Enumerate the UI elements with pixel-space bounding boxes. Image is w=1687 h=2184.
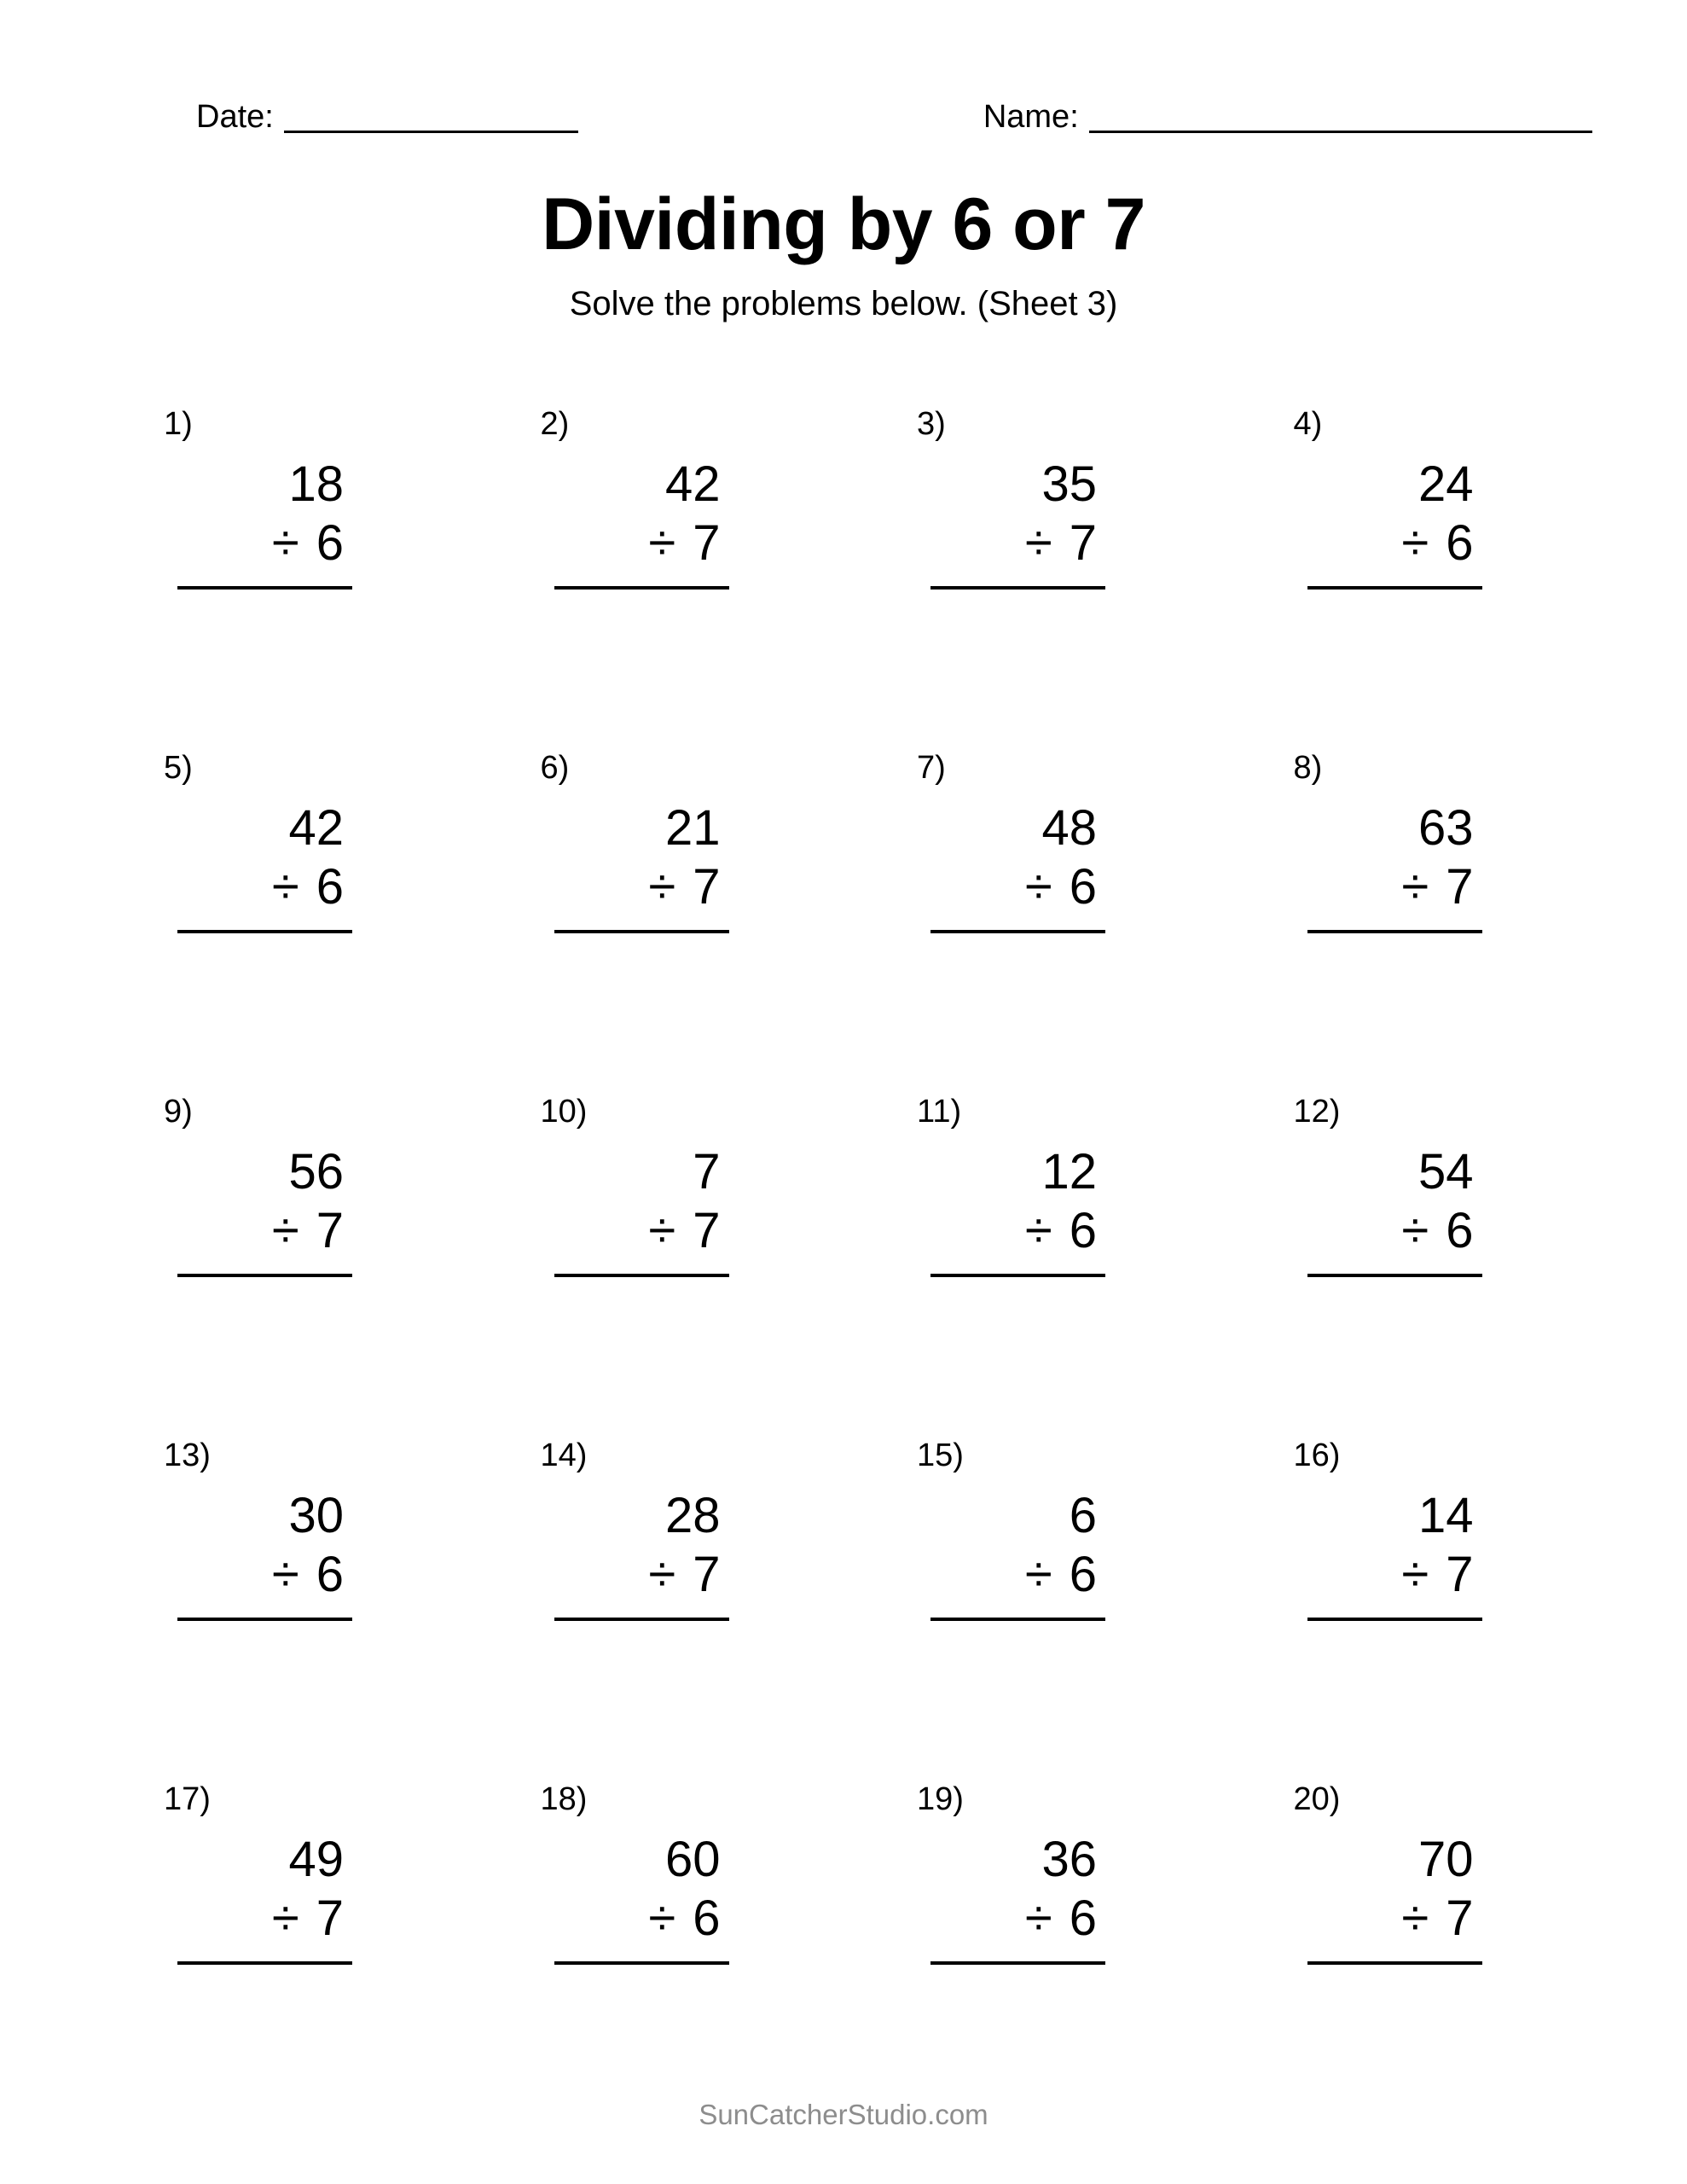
problem-body [1307, 1143, 1482, 1277]
divisor-row [930, 514, 1105, 590]
divisor: 6 [1069, 1890, 1097, 1946]
problem-number: 2) [540, 406, 570, 443]
dividend: 63 [1417, 800, 1474, 857]
date-write-line[interactable] [284, 108, 578, 133]
problem-number: 9) [164, 1094, 193, 1130]
divisor-row [554, 1890, 729, 1965]
division-operator: ÷ [648, 858, 676, 915]
division-operator: ÷ [1401, 514, 1429, 571]
divisor-row [554, 858, 729, 933]
problem-body [177, 1143, 352, 1277]
problem-body [1307, 456, 1482, 590]
page-title: Dividing by 6 or 7 [542, 183, 1145, 265]
dividend: 60 [664, 1832, 721, 1888]
problem-item [522, 1439, 778, 1783]
problem-body [177, 799, 352, 933]
dividend: 7 [693, 1144, 721, 1200]
divisor-row [177, 1546, 352, 1621]
problem-number: 15) [917, 1438, 964, 1474]
problem-body [554, 1831, 729, 1965]
dividend: 24 [1417, 456, 1474, 513]
divisor: 7 [1446, 1890, 1474, 1946]
divisor-row [1307, 1202, 1482, 1277]
division-operator: ÷ [648, 514, 676, 571]
problem-number: 5) [164, 750, 193, 787]
divisor: 7 [1446, 1546, 1474, 1602]
problem-item [145, 1095, 401, 1439]
problem-item [898, 408, 1154, 752]
problem-item [522, 752, 778, 1095]
problem-item [898, 1783, 1154, 2127]
problem-number: 10) [540, 1094, 588, 1130]
divisor-row [1307, 858, 1482, 933]
divisor: 7 [693, 514, 721, 571]
division-operator: ÷ [648, 1890, 676, 1946]
divisor: 6 [1069, 1546, 1097, 1602]
divisor: 6 [316, 514, 344, 571]
problem-body [930, 799, 1105, 933]
dividend: 12 [1041, 1144, 1097, 1200]
division-operator: ÷ [1024, 1546, 1052, 1602]
problem-item [145, 752, 401, 1095]
dividend: 42 [664, 456, 721, 513]
dividend: 70 [1417, 1832, 1474, 1888]
problem-item [1275, 1439, 1531, 1783]
problem-item [522, 1783, 778, 2127]
divisor-row [930, 858, 1105, 933]
problem-body [930, 1143, 1105, 1277]
problem-number: 19) [917, 1781, 964, 1818]
problem-body [930, 456, 1105, 590]
dividend: 56 [288, 1144, 344, 1200]
problem-grid [0, 408, 1687, 2127]
problem-number: 13) [164, 1438, 211, 1474]
problem-body [930, 1831, 1105, 1965]
divisor-row [177, 514, 352, 590]
page-subtitle: Solve the problems below. (Sheet 3) [569, 285, 1118, 323]
problem-item [1275, 1783, 1531, 2127]
name-field[interactable] [983, 101, 1592, 133]
problem-body [554, 799, 729, 933]
division-operator: ÷ [1024, 858, 1052, 915]
name-label: Name: [983, 99, 1079, 135]
divisor-row [177, 1202, 352, 1277]
problem-body [177, 456, 352, 590]
divisor: 7 [316, 1202, 344, 1258]
problem-item [145, 1439, 401, 1783]
name-write-line[interactable] [1089, 108, 1592, 133]
problem-number: 1) [164, 406, 193, 443]
divisor-row [554, 1202, 729, 1277]
division-operator: ÷ [271, 1890, 299, 1946]
divisor: 6 [316, 1546, 344, 1602]
date-field[interactable] [196, 101, 578, 133]
divisor-row [930, 1546, 1105, 1621]
dividend: 30 [288, 1488, 344, 1544]
divisor: 6 [316, 858, 344, 915]
problem-number: 16) [1293, 1438, 1341, 1474]
problem-item [522, 1095, 778, 1439]
dividend: 14 [1417, 1488, 1474, 1544]
divisor: 6 [1069, 1202, 1097, 1258]
problem-item [1275, 408, 1531, 752]
division-operator: ÷ [1024, 1202, 1052, 1258]
division-operator: ÷ [1024, 514, 1052, 571]
problem-body [177, 1487, 352, 1621]
problem-item [522, 408, 778, 752]
division-operator: ÷ [271, 858, 299, 915]
problem-item [1275, 752, 1531, 1095]
problem-number: 6) [540, 750, 570, 787]
divisor: 7 [316, 1890, 344, 1946]
divisor: 6 [693, 1890, 721, 1946]
problem-body [554, 1487, 729, 1621]
problem-body [1307, 1487, 1482, 1621]
division-operator: ÷ [1401, 1546, 1429, 1602]
division-operator: ÷ [648, 1546, 676, 1602]
divisor-row [930, 1202, 1105, 1277]
problem-item [145, 408, 401, 752]
problem-item [145, 1783, 401, 2127]
problem-number: 11) [917, 1094, 962, 1130]
division-operator: ÷ [271, 514, 299, 571]
division-operator: ÷ [1401, 858, 1429, 915]
divisor: 7 [693, 858, 721, 915]
problem-number: 8) [1293, 750, 1323, 787]
divisor-row [1307, 1890, 1482, 1965]
division-operator: ÷ [648, 1202, 676, 1258]
divisor-row [177, 858, 352, 933]
dividend: 35 [1041, 456, 1097, 513]
divisor: 7 [693, 1202, 721, 1258]
division-operator: ÷ [1024, 1890, 1052, 1946]
problem-number: 12) [1293, 1094, 1341, 1130]
dividend: 21 [664, 800, 721, 857]
problem-number: 3) [917, 406, 946, 443]
dividend: 18 [288, 456, 344, 513]
dividend: 6 [1069, 1488, 1097, 1544]
dividend: 42 [288, 800, 344, 857]
problem-item [898, 752, 1154, 1095]
division-operator: ÷ [271, 1546, 299, 1602]
dividend: 28 [664, 1488, 721, 1544]
dividend: 49 [288, 1832, 344, 1888]
divisor-row [554, 514, 729, 590]
divisor: 7 [1446, 858, 1474, 915]
problem-body [177, 1831, 352, 1965]
divisor: 6 [1446, 514, 1474, 571]
divisor-row [1307, 1546, 1482, 1621]
dividend: 54 [1417, 1144, 1474, 1200]
divisor: 7 [1069, 514, 1097, 571]
division-operator: ÷ [271, 1202, 299, 1258]
problem-number: 7) [917, 750, 946, 787]
problem-number: 14) [540, 1438, 588, 1474]
problem-body [1307, 799, 1482, 933]
problem-body [554, 1143, 729, 1277]
divisor-row [930, 1890, 1105, 1965]
problem-number: 17) [164, 1781, 211, 1818]
problem-body [930, 1487, 1105, 1621]
problem-number: 20) [1293, 1781, 1341, 1818]
divisor-row [177, 1890, 352, 1965]
date-label: Date: [196, 99, 274, 135]
divisor: 6 [1069, 858, 1097, 915]
divisor-row [554, 1546, 729, 1621]
division-operator: ÷ [1401, 1202, 1429, 1258]
worksheet-header [0, 0, 1687, 133]
problem-body [1307, 1831, 1482, 1965]
problem-body [554, 456, 729, 590]
footer-credit: SunCatcherStudio.com [699, 2099, 988, 2130]
dividend: 36 [1041, 1832, 1097, 1888]
problem-number: 4) [1293, 406, 1323, 443]
divisor: 6 [1446, 1202, 1474, 1258]
problem-item [1275, 1095, 1531, 1439]
problem-number: 18) [540, 1781, 588, 1818]
problem-item [898, 1439, 1154, 1783]
problem-item [898, 1095, 1154, 1439]
divisor-row [1307, 514, 1482, 590]
divisor: 7 [693, 1546, 721, 1602]
division-operator: ÷ [1401, 1890, 1429, 1946]
dividend: 48 [1041, 800, 1097, 857]
